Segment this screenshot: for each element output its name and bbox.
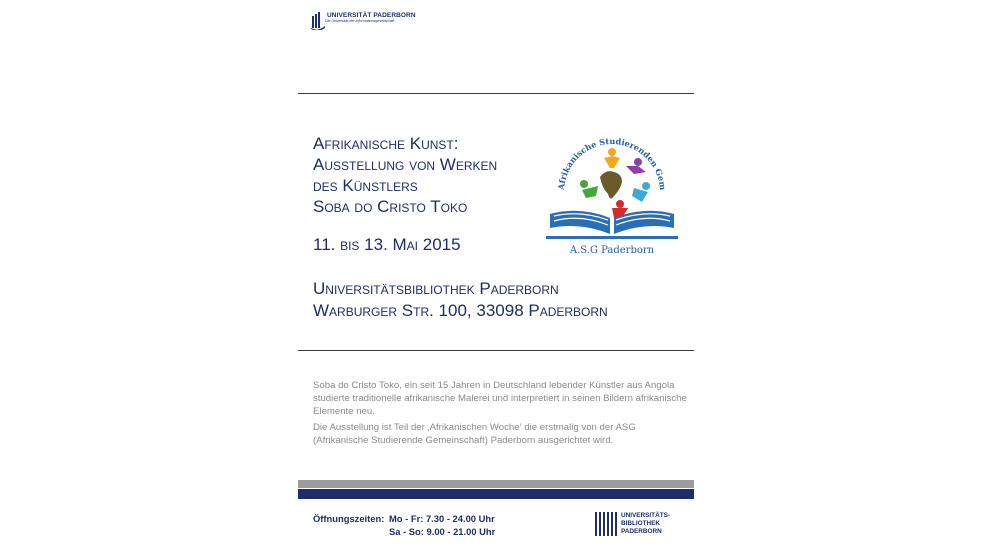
title-line: Afrikanische Kunst: [313,134,459,153]
open-book-icon [546,211,678,239]
library-logo-line: UNIVERSITÄTS- [621,512,670,519]
venue-street: Warburger Str. 100, 33098 Paderborn [313,301,608,320]
description-paragraph: Die Ausstellung ist Teil der ‚Afrikanischen Woche‘ die erstmalig von der ASG (Afrikanische Studierende Gemeinschaft) Paderborn ausgerichtet wird. [313,422,636,446]
university-emblem-icon [311,12,325,30]
footer-gray-bar [298,480,694,488]
library-logo-line: PADERBORN [621,528,662,535]
opening-hours [313,513,495,538]
university-tagline: Die Universität der Informationsgesellschaft [325,19,395,23]
venue-address [313,278,608,322]
description-paragraph: Soba do Cristo Toko, ein seit 15 Jahren in Deutschland lebender Künstler aus Angola studierte traditionelle afrikanische Malerei und interpretiert in seinen Bildern afrikanische Elemente neu. [313,380,687,417]
hours-weekdays: Mo - Fr: 7.30 - 24.00 Uhr [389,513,495,524]
title-line: des Künstlers [313,176,418,195]
university-name: UNIVERSITÄT PADERBORN [327,12,416,19]
exhibition-date: 11. bis 13. Mai 2015 [313,235,461,254]
asg-logo [542,122,682,262]
library-bars-icon [595,512,617,536]
exhibition-title [313,133,497,217]
university-logo [311,12,416,30]
library-logo [595,512,670,536]
venue-name: Universitätsbibliothek Paderborn [313,279,559,298]
footer-navy-bar [298,489,694,499]
poster [298,0,694,558]
library-logo-line: BIBLIOTHEK [621,520,661,527]
middle-divider [298,350,694,351]
title-line: Soba do Cristo Toko [313,197,468,216]
top-divider [298,93,694,94]
hours-weekend: Sa - So: 9.00 - 21.00 Uhr [389,525,496,537]
hours-label: Öffnungszeiten: [313,513,385,524]
asg-arc-text: Afrikanische Studierenden Gem [555,135,669,191]
description [313,379,693,450]
asg-caption: A.S.G Paderborn [569,245,655,256]
title-line: Ausstellung von Werken [313,155,498,174]
africa-icon [600,171,622,198]
